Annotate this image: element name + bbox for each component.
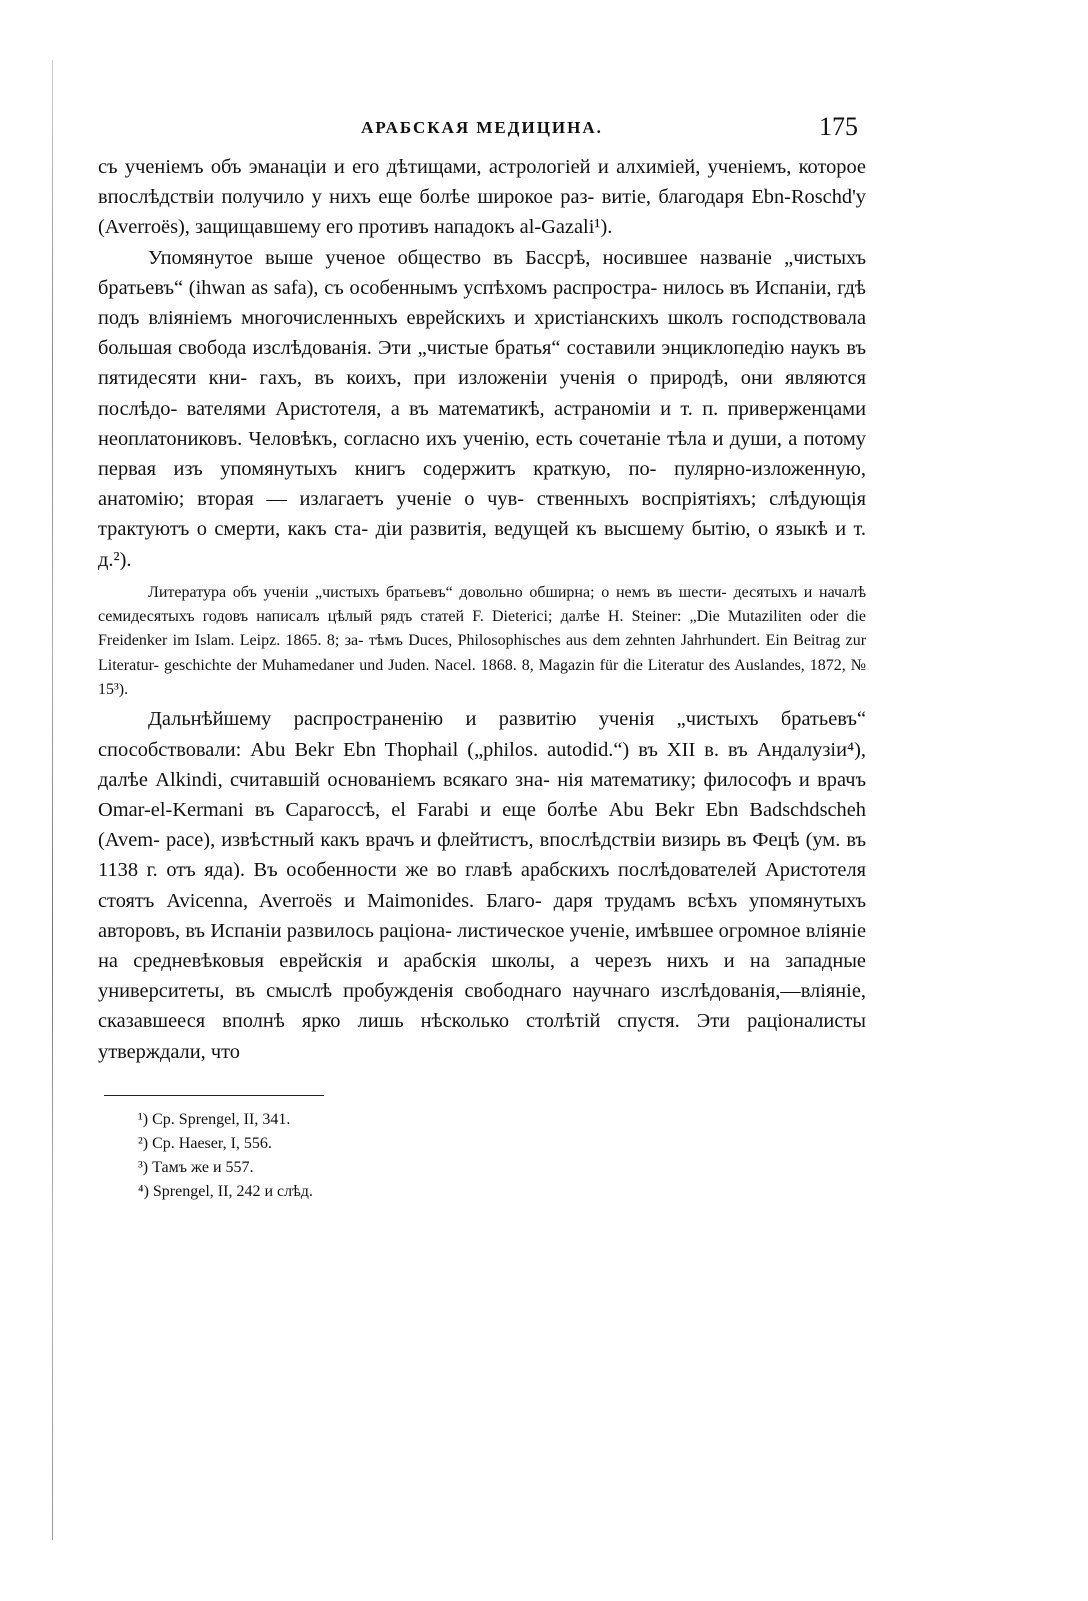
text-line: ственныхъ воспріятіяхъ; слѣдующія трактуютъ о смерти, какъ ста- <box>98 488 867 541</box>
text-line: „чистые братья“ составили энциклопедію наукъ въ пятидесяти кни- <box>98 337 866 390</box>
text-line: нія математику; философъ и врачъ Omar-el-Kermani въ Сарагоссѣ, <box>98 768 866 821</box>
text-line: вателями Аристотеля, а въ математикѣ, астраноміи и т. п. приверженцами <box>186 397 866 420</box>
text-line: витіе, благодаря Ebn-Roschd'у (Averroës), защищавшему его противъ <box>98 186 866 239</box>
paragraph-2 <box>98 243 866 575</box>
text-line: и арабскія школы, а черезъ нихъ и на западные университеты, въ смыслѣ <box>98 949 866 1003</box>
text-line: съ ученіемъ объ эманаціи и его дѣтищами, астрологiей и алхимiей, <box>98 156 701 178</box>
running-title: АРАБСКАЯ МЕДИЦИНА. <box>361 118 603 137</box>
text-line: „чистыхъ братьевъ“ (ihwan as safa), съ особеннымъ успѣхомъ распростра- <box>98 246 866 299</box>
text-line: Аристотеля стоятъ Avicenna, Averroës и Maimonides. Благо- <box>98 859 866 912</box>
text-line: Упомянутое выше ученое общество въ Бассрѣ, носившее названіе <box>148 246 772 269</box>
text-line: гахъ, въ коихъ, при изложеніи ученія о природѣ, они являются послѣдо- <box>98 367 866 420</box>
footnote-4: ⁴) Sprengel, II, 242 и слѣд. <box>138 1182 313 1200</box>
note-line: далѣе H. Steiner: „Die Mutaziliten oder die Freidenker im Islam. Leipz. 1865. 8; за- <box>98 608 866 650</box>
page-header <box>98 112 866 152</box>
text-line: el Farabi и еще болѣе Abu Bekr Ebn Badschdscheh (Avem- <box>98 798 866 852</box>
text-line: въ Андалузіи⁴), далѣе Alkindi, считавшій основаніемъ всякаго зна- <box>98 738 866 791</box>
note-line: Auslandes, 1872, № 15³). <box>98 656 866 699</box>
text-line: pace), извѣстный какъ врачъ и флейтистъ, впослѣдствіи визирь въ Фецѣ (ум. въ <box>165 829 866 852</box>
text-line: Дальнѣйшему распространенію и развитію ученія „чистыхъ братьевъ“ <box>148 708 866 731</box>
text-line: листическое ученіе, имѣвшее огромное вліяніе на средневѣковыя еврейскія <box>98 919 866 972</box>
scan-edge-line <box>52 60 53 1540</box>
footnotes <box>138 1108 866 1204</box>
note-line: десятыхъ и началѣ семидесятыхъ годовъ написалъ цѣлый рядъ статей F. Dieterici; <box>98 583 867 626</box>
text-line: неоплатониковъ. Человѣкъ, согласно ихъ ученію, есть сочетаніе тѣла и <box>98 427 724 450</box>
text-line: ученіемъ, которое впослѣдствіи получило у нихъ еще болѣе широкое раз- <box>98 156 866 209</box>
text-line: діи развитія, ведущей къ высшему бытію, о языкѣ и т. д.²). <box>98 518 866 571</box>
footnote-divider <box>104 1095 324 1096</box>
paragraph-1 <box>98 152 866 243</box>
footnote-2: ²) Cp. Haeser, I, 556. <box>138 1134 272 1152</box>
text-line: даря трудамъ всѣхъ упомянутыхъ авторовъ, въ Испаніи развилось раціона- <box>98 889 866 942</box>
footnote-3: ³) Тамъ же и 557. <box>138 1158 254 1176</box>
page-number: 175 <box>819 112 858 141</box>
spacer <box>98 1067 866 1095</box>
body-text <box>98 152 866 1067</box>
text-line: нилось въ Испаніи, гдѣ подъ вліяніемъ многочисленныхъ еврейскихъ и <box>98 276 866 330</box>
text-line: нападокъ al-Gazali¹). <box>433 216 613 239</box>
note-line: Литература объ ученіи „чистыхъ братьевъ“ довольно обширна; о немъ въ шести- <box>148 583 727 601</box>
note-line: тѣмъ Duces, Philosophisches aus dem zehnten Jahrhundert. Ein Beitrag zur Literatur- <box>98 632 867 674</box>
note-line: geschichte der Muhamedaner und Juden. Nacel. 1868. 8, Magazin für die Literatur des <box>163 656 731 674</box>
paragraph-3 <box>98 704 866 1066</box>
text-line: души, а потому первая изъ упомянутыхъ книгъ содержитъ краткую, по- <box>98 427 866 481</box>
footnote-1: ¹) Cp. Sprengel, II, 341. <box>138 1110 291 1128</box>
text-line: христіанскихъ школъ господствовала большая свобода изслѣдованія. Эти <box>98 307 866 360</box>
text-line: способствовали: Abu Bekr Ebn Thophail („philos. autodid.“) въ XII в. <box>98 738 719 761</box>
literature-note <box>98 581 866 702</box>
text-line: 1138 г. отъ яда). Въ особенности же во главѣ арабскихъ послѣдователей <box>98 859 757 882</box>
text-line: ярко лишь нѣсколько столѣтій спустя. Эти раціоналисты утверждали, что <box>98 1010 866 1063</box>
text-line: пулярно-изложенную, анатомію; вторая — излагаетъ ученіе о чув- <box>98 458 866 511</box>
text-line: пробужденія свободнаго научнаго изслѣдованія,—вліяніе, сказавшееся вполнѣ <box>98 980 866 1033</box>
book-page <box>98 112 866 1204</box>
